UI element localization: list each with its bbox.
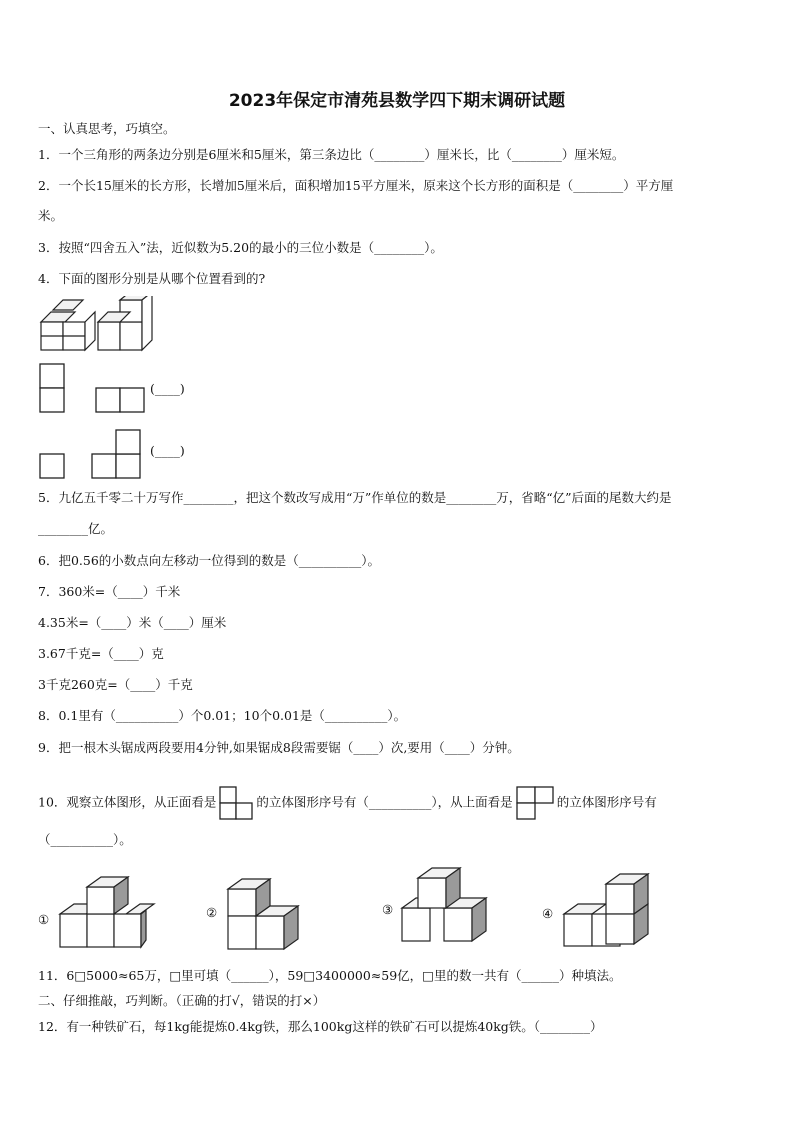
- q10-solid-4: [542, 874, 648, 946]
- question-1: 1．一个三角形的两条边分别是6厘米和5厘米，第三条边比（________）厘米长，比（________）厘米短。: [38, 147, 625, 162]
- view-square: [40, 454, 64, 478]
- q4-answer-blank-1[interactable]: (____): [150, 381, 185, 396]
- section-heading-1: 一、认真思考，巧填空。: [38, 121, 176, 136]
- view-square: [40, 388, 64, 412]
- view-square: [40, 364, 64, 388]
- view-square: [116, 430, 140, 454]
- question-7-part-3: 3.67千克=（____）克: [38, 646, 164, 661]
- question-7: 7．360米=（____）千米: [38, 584, 181, 599]
- question-9: 9．把一根木头锯成两段要用4分钟,如果锯成8段需要锯（____）次,要用（____）分钟。: [38, 740, 520, 755]
- question-4: 4．下面的图形分别是从哪个位置看到的?: [38, 271, 266, 286]
- figure-label-2: ②: [206, 905, 218, 920]
- question-6: 6．把0.56的小数点向左移动一位得到的数是（__________）。: [38, 553, 381, 568]
- question-10-text-3: 的立体图形序号有: [556, 794, 657, 810]
- question-3: 3．按照“四舍五入”法，近似数为5.20的最小的三位小数是（________）。: [38, 240, 443, 255]
- question-5: 5．九亿五千零二十万写作________，把这个数改写成用“万”作单位的数是________万，省略“亿”后面的尾数大约是: [38, 490, 672, 505]
- question-2-continued: 米。: [38, 208, 64, 223]
- section-heading-2: 二、仔细推敲，巧判断。（正确的打√，错误的打×）: [38, 993, 326, 1008]
- view-square: [120, 388, 144, 412]
- question-2: 2．一个长15厘米的长方形，长增加5厘米后，面积增加15平方厘米，原来这个长方形的面积是（________）平方厘: [38, 178, 674, 193]
- view-square: [96, 388, 120, 412]
- question-8: 8．0.1里有（__________）个0.01；10个0.01是（__________）。: [38, 708, 407, 723]
- q10-solid-figures: [34, 862, 674, 954]
- q4-answer-blank-2[interactable]: (____): [150, 443, 185, 458]
- question-10-text-2: 的立体图形序号有（__________），从上面看是: [256, 794, 513, 810]
- question-10-text-1: 10．观察立体图形，从正面看是: [38, 794, 217, 810]
- question-11: 11．6□5000≈65万，□里可填（______），59□3400000≈59亿，□里的数一共有（______）种填法。: [38, 968, 622, 983]
- question-5-continued: ________亿。: [38, 521, 114, 536]
- figure-label-4: ④: [542, 906, 554, 921]
- front-view-icon: [218, 786, 254, 820]
- question-7-part-2: 4.35米=（____）米（____）厘米: [38, 615, 227, 630]
- figure-label-1: ①: [38, 912, 50, 927]
- question-10: [38, 786, 657, 820]
- question-7-part-4: 3千克260克=（____）千克: [38, 677, 193, 692]
- figure-label-3: ③: [382, 902, 394, 917]
- q4-solid-figures: [38, 296, 158, 354]
- q10-solid-1: [38, 877, 154, 947]
- q10-solid-3: [382, 868, 486, 941]
- q4-solid-b: [98, 296, 152, 350]
- question-10-continued: （__________）。: [38, 832, 132, 847]
- q4-solid-a: [41, 300, 95, 350]
- q10-solid-2: [206, 879, 298, 949]
- page-title: 2023年保定市清苑县数学四下期末调研试题: [228, 91, 566, 111]
- view-square: [116, 454, 140, 478]
- view-square: [92, 454, 116, 478]
- top-view-icon: [515, 786, 555, 820]
- question-12: 12．有一种铁矿石，每1kg能提炼0.4kg铁，那么100kg这样的铁矿石可以提炼40kg铁。（________）: [38, 1019, 603, 1034]
